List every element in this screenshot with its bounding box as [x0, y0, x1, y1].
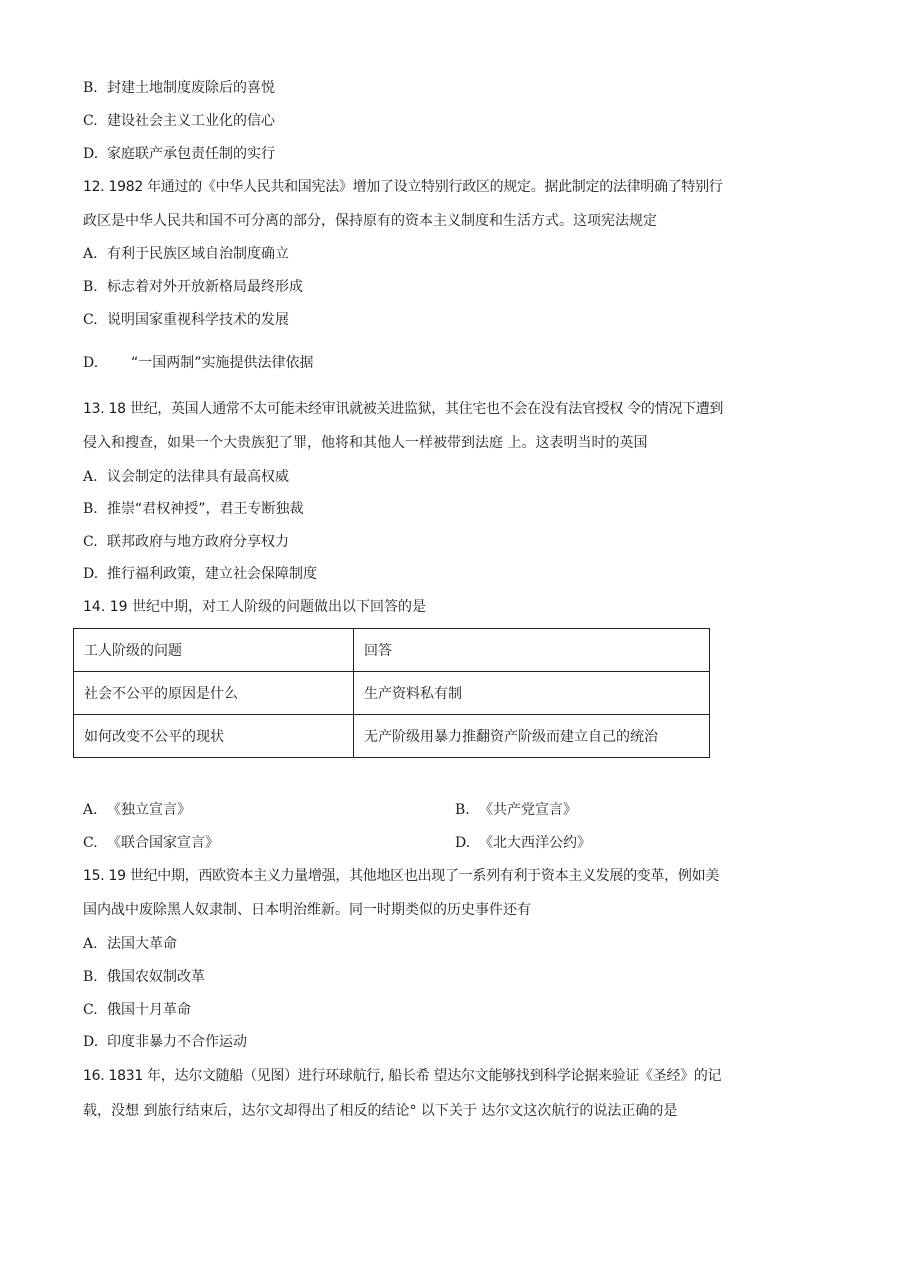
q14-option-b: B. 《共产党宣言》 — [455, 802, 577, 818]
q13-option-a: A. 议会制定的法律具有最高权威 — [83, 469, 289, 485]
table-row — [74, 715, 710, 758]
q16-stem-line1: 16. 1831 年，达尔文随船（见图）进行环球航行, 船长希 望达尔文能够找到科学论据来验证《圣经》的记 — [83, 1068, 722, 1084]
q14-table — [73, 628, 710, 758]
q15-stem-line1: 15. 19 世纪中期，西欧资本主义力量增强，其他地区也出现了一系列有利于资本主义发展的变革，例如美 — [83, 868, 719, 884]
q13-option-d: D. 推行福利政策，建立社会保障制度 — [83, 566, 317, 582]
table-row — [74, 629, 710, 672]
q14-option-c: C. 《联合国家宣言》 — [83, 835, 219, 851]
q12-option-d: D. “一国两制”实施提供法律依据 — [83, 355, 314, 371]
q12-option-b: B. 标志着对外开放新格局最终形成 — [83, 279, 303, 295]
q11-option-c: C. 建设社会主义工业化的信心 — [83, 113, 275, 129]
q15-option-a: A. 法国大革命 — [83, 936, 177, 952]
q13-stem-line2: 侵入和搜查，如果一个大贵族犯了罪，他将和其他人一样被带到法庭 上。这表明当时的英国 — [83, 435, 648, 451]
table-cell: 工人阶级的问题 — [74, 629, 354, 672]
q11-option-b: B. 封建土地制度废除后的喜悦 — [83, 80, 275, 96]
q15-option-d: D. 印度非暴力不合作运动 — [83, 1034, 247, 1050]
q12-stem-line1: 12. 1982 年通过的《中华人民共和国宪法》增加了设立特别行政区的规定。据此制定的法律明确了特别行 — [83, 179, 723, 195]
q14-option-d: D. 《北大西洋公约》 — [455, 835, 591, 851]
q11-option-d: D. 家庭联产承包责任制的实行 — [83, 146, 275, 162]
q12-stem-line2: 政区是中华人民共和国不可分离的部分，保持原有的资本主义制度和生活方式。这项宪法规定 — [83, 213, 657, 229]
q13-stem-line1: 13. 18 世纪，英国人通常不太可能未经审讯就被关进监狱，其住宅也不会在没有法官授权 令的情况下遭到 — [83, 401, 724, 417]
q13-option-c: C. 联邦政府与地方政府分享权力 — [83, 534, 289, 550]
q15-option-b: B. 俄国农奴制改革 — [83, 969, 205, 985]
q13-option-b: B. 推崇“君权神授”，君王专断独裁 — [83, 501, 304, 517]
q15-option-c: C. 俄国十月革命 — [83, 1002, 191, 1018]
q15-stem-line2: 国内战中废除黑人奴隶制、日本明治维新。同一时期类似的历史事件还有 — [83, 902, 531, 918]
table-cell: 无产阶级用暴力推翻资产阶级而建立自己的统治 — [354, 715, 710, 758]
table-cell: 如何改变不公平的现状 — [74, 715, 354, 758]
table-cell: 社会不公平的原因是什么 — [74, 672, 354, 715]
table-cell: 生产资料私有制 — [354, 672, 710, 715]
q14-option-a: A. 《独立宣言》 — [83, 802, 191, 818]
q12-option-a: A. 有利于民族区域自治制度确立 — [83, 246, 289, 262]
q16-stem-line2: 载，没想 到旅行结束后，达尔文却得出了相反的结论° 以下关于 达尔文这次航行的说法正确的是 — [83, 1103, 678, 1119]
q14-stem: 14. 19 世纪中期，对工人阶级的问题做出以下回答的是 — [83, 599, 426, 615]
table-row — [74, 672, 710, 715]
q12-option-c: C. 说明国家重视科学技术的发展 — [83, 312, 289, 328]
table-cell: 回答 — [354, 629, 710, 672]
